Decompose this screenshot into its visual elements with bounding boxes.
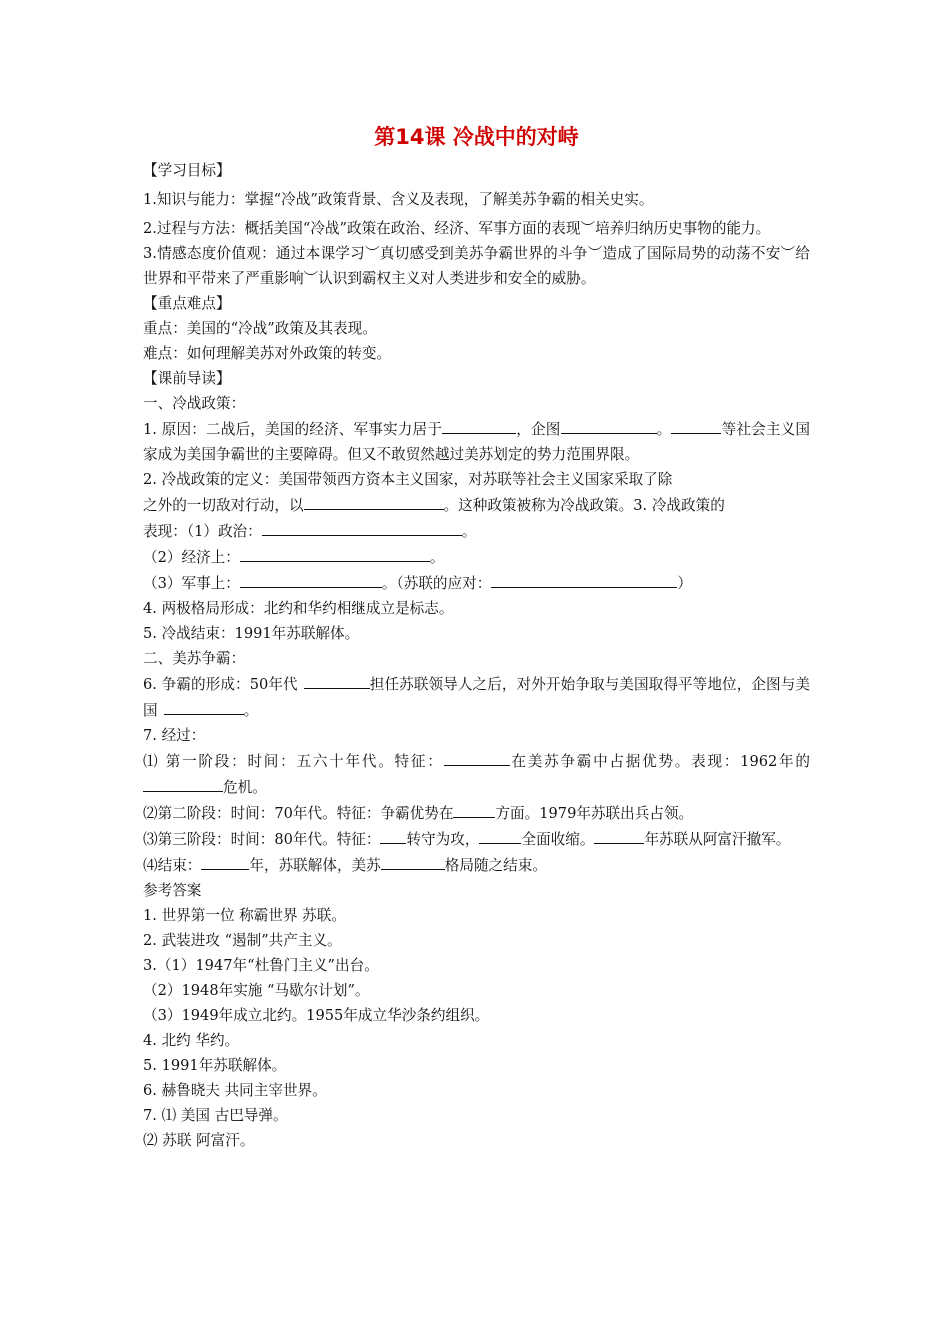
page-title: 第14课 冷战中的对峙	[374, 125, 579, 149]
fill-blank[interactable]	[671, 416, 721, 434]
text: 格局随之结束。	[444, 857, 547, 874]
question-1	[143, 416, 810, 467]
question-3-economy	[143, 544, 810, 570]
text: ⑶第三阶段：时间：80年代。特征：	[143, 831, 381, 848]
text: 在美苏争霸中占据优势。表现：1962年的	[509, 753, 810, 770]
section-heading: 一、冷战政策：	[143, 395, 246, 412]
fill-blank[interactable]	[479, 826, 521, 844]
answer-item: 6. 赫鲁晓夫 共同主宰世界。	[143, 1082, 327, 1099]
answer-item: （3）1949年成立北约。1955年成立华沙条约组织。	[143, 1007, 490, 1024]
fill-blank[interactable]	[453, 800, 495, 818]
stage-1	[143, 748, 810, 800]
fill-blank[interactable]	[143, 774, 223, 792]
fill-blank[interactable]	[240, 544, 430, 562]
text: ⑴ 第一阶段：时间：五六十年代。特征：	[143, 753, 444, 770]
stage-3	[143, 826, 810, 852]
question-3-politics	[143, 518, 810, 544]
fill-blank[interactable]	[304, 492, 444, 510]
stage-4	[143, 852, 810, 878]
text: 全面收缩。	[521, 831, 595, 848]
fill-blank[interactable]	[164, 697, 244, 715]
key-difficulty: 难点：如何理解美苏对外政策的转变。	[143, 345, 392, 362]
answer-item: （2）1948年实施 “马歇尔计划”。	[143, 982, 370, 999]
question-5: 5. 冷战结束：1991年苏联解体。	[143, 625, 360, 642]
fill-blank[interactable]	[491, 570, 677, 588]
text: 之外的一切敌对行动，以	[143, 497, 304, 514]
answer-item: 4. 北约 华约。	[143, 1032, 240, 1049]
text: 。	[461, 523, 477, 540]
fill-blank[interactable]	[380, 826, 406, 844]
text: 转守为攻，	[406, 831, 480, 848]
objective-item: 1.知识与能力：掌握“冷战”政策背景、含义及表现，了解美苏争霸的相关史实。	[143, 191, 654, 208]
answer-item: ⑵ 苏联 阿富汗。	[143, 1132, 255, 1149]
answer-item: 2. 武装进攻 “遏制”共产主义。	[143, 932, 342, 949]
text: 1. 原因：二战后，美国的经济、军事实力居于	[143, 421, 443, 438]
text: 。	[429, 549, 445, 566]
fill-blank[interactable]	[444, 748, 510, 766]
question-4: 4. 两极格局形成：北约和华约相继成立是标志。	[143, 600, 454, 617]
text: ，企图	[516, 421, 561, 438]
text: ）	[677, 575, 692, 592]
fill-blank[interactable]	[240, 570, 382, 588]
text: 年，苏联解体，美苏	[249, 857, 381, 874]
answer-item: 1. 世界第一位 称霸世界 苏联。	[143, 907, 346, 924]
text: 担任苏联领导人之后，对外开始争取与美国取得平等地位，企图与美国	[143, 676, 810, 719]
question-7: 7. 经过：	[143, 727, 206, 744]
document-page	[143, 122, 810, 1153]
objective-item: 2.过程与方法：概括美国“冷战”政策在政治、经济、军事方面的表现︶培养归纳历史事物的能力。	[143, 220, 771, 237]
text: 年苏联从阿富汗撤军。	[644, 831, 791, 848]
text: 。这种政策被称为冷战政策。3. 冷战政策的	[443, 497, 725, 514]
text: 危机。	[223, 779, 267, 796]
text: 方面。1979年苏联出兵占领。	[495, 805, 694, 822]
question-2	[143, 467, 810, 518]
text: 。	[243, 702, 259, 719]
key-focus: 重点：美国的“冷战”政策及其表现。	[143, 320, 377, 337]
question-6	[143, 671, 810, 723]
fill-blank[interactable]	[442, 416, 516, 434]
text: （3）军事上：	[143, 575, 240, 592]
answer-item: 3.（1）1947年“杜鲁门主义”出台。	[143, 957, 379, 974]
answers-heading: 参考答案	[143, 882, 202, 899]
stage-2	[143, 800, 810, 826]
fill-blank[interactable]	[304, 671, 370, 689]
text: 。	[656, 421, 672, 438]
text: 。（苏联的应对：	[381, 575, 492, 592]
text: 等社会主义国家成为美国争霸世的主要障碍。但又不敢贸然越过美苏划定的势力范围界限。	[143, 421, 810, 463]
question-3-military	[143, 570, 810, 596]
text: 表现：（1）政治：	[143, 523, 262, 540]
text: ⑵第二阶段：时间：70年代。特征：争霸优势在	[143, 805, 454, 822]
text: 6. 争霸的形成：50年代	[143, 676, 298, 693]
objective-item: 3.情感态度价值观：通过本课学习︶真切感受到美苏争霸世界的斗争︶造成了国际局势的动荡不安︶给世界和平带来了严重影响︶认识到霸权主义对人类进步和安全的威胁。	[143, 245, 810, 287]
section-heading: 二、美苏争霸：	[143, 650, 246, 667]
objectives-heading: 【学习目标】	[143, 162, 231, 179]
text: 2. 冷战政策的定义：美国带领西方资本主义国家，对苏联等社会主义国家采取了除	[143, 471, 673, 488]
text: ⑷结束：	[143, 857, 202, 874]
fill-blank[interactable]	[262, 518, 462, 536]
text: （2）经济上：	[143, 549, 240, 566]
guide-heading: 【课前导读】	[143, 370, 231, 387]
answer-item: 5. 1991年苏联解体。	[143, 1057, 287, 1074]
fill-blank[interactable]	[561, 416, 657, 434]
key-heading: 【重点难点】	[143, 295, 231, 312]
fill-blank[interactable]	[201, 852, 249, 870]
fill-blank[interactable]	[381, 852, 445, 870]
fill-blank[interactable]	[594, 826, 644, 844]
answer-item: 7. ⑴ 美国 古巴导弹。	[143, 1107, 288, 1124]
